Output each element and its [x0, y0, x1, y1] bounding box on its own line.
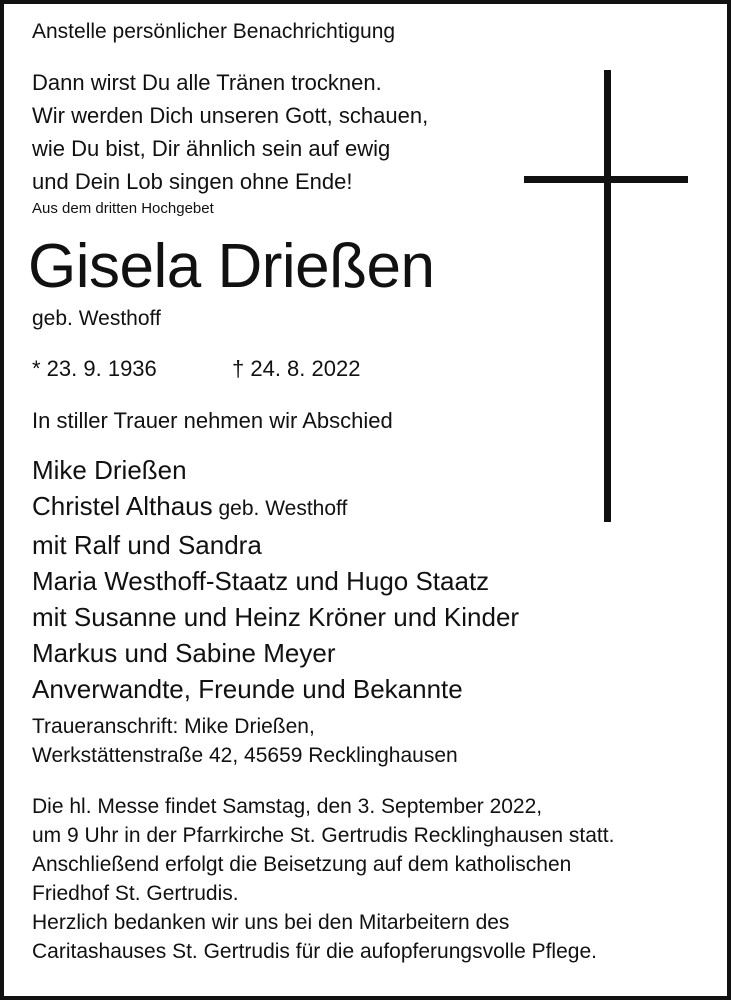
deceased-name: Gisela Drießen	[28, 232, 435, 301]
verse-line: und Dein Lob singen ohne Ende!	[32, 169, 353, 194]
mourner-line: Mike Drießen	[32, 455, 187, 485]
mourning-intro: In stiller Trauer nehmen wir Abschied	[32, 408, 393, 433]
mourner-maiden-name: geb. Westhoff	[212, 497, 348, 520]
mourning-address	[32, 712, 458, 770]
mourner-line: Anverwandte, Freunde und Bekannte	[32, 674, 463, 704]
verse-line: Wir werden Dich unseren Gott, schauen,	[32, 103, 429, 128]
mourner-line	[32, 488, 519, 527]
service-line: Anschließend erfolgt die Beisetzung auf dem katholischen	[32, 853, 572, 876]
address-line: Werkstättenstraße 42, 45659 Recklinghausen	[32, 744, 458, 767]
maiden-name: geb. Westhoff	[32, 307, 161, 330]
death-date: † 24. 8. 2022	[232, 356, 361, 381]
verse-line: Dann wirst Du alle Tränen trocknen.	[32, 70, 382, 95]
verse-quote	[32, 66, 428, 198]
service-line: um 9 Uhr in der Pfarrkirche St. Gertrudis Recklinghausen statt.	[32, 824, 615, 847]
mourner-line: mit Ralf und Sandra	[32, 530, 262, 560]
mourner-name: Christel Althaus	[32, 491, 213, 521]
service-line: Herzlich bedanken wir uns bei den Mitarbeitern des	[32, 911, 510, 934]
service-line: Caritashauses St. Gertrudis für die aufopferungsvolle Pflege.	[32, 940, 597, 963]
cross-icon	[604, 70, 611, 522]
mourner-line: mit Susanne und Heinz Kröner und Kinder	[32, 602, 520, 632]
cross-icon-bar	[524, 176, 688, 183]
notice-header: Anstelle persönlicher Benachrichtigung	[32, 20, 396, 43]
service-line: Die hl. Messe findet Samstag, den 3. September 2022,	[32, 795, 543, 818]
mourner-line: Maria Westhoff-Staatz und Hugo Staatz	[32, 566, 490, 596]
address-line: Traueranschrift: Mike Drießen,	[32, 715, 315, 738]
mourners-list	[32, 452, 519, 707]
service-line: Friedhof St. Gertrudis.	[32, 882, 239, 905]
mourner-line: Markus und Sabine Meyer	[32, 638, 336, 668]
service-info	[32, 792, 614, 966]
verse-line: wie Du bist, Dir ähnlich sein auf ewig	[32, 136, 391, 161]
birth-date: * 23. 9. 1936	[32, 356, 157, 381]
verse-source: Aus dem dritten Hochgebet	[32, 200, 214, 217]
